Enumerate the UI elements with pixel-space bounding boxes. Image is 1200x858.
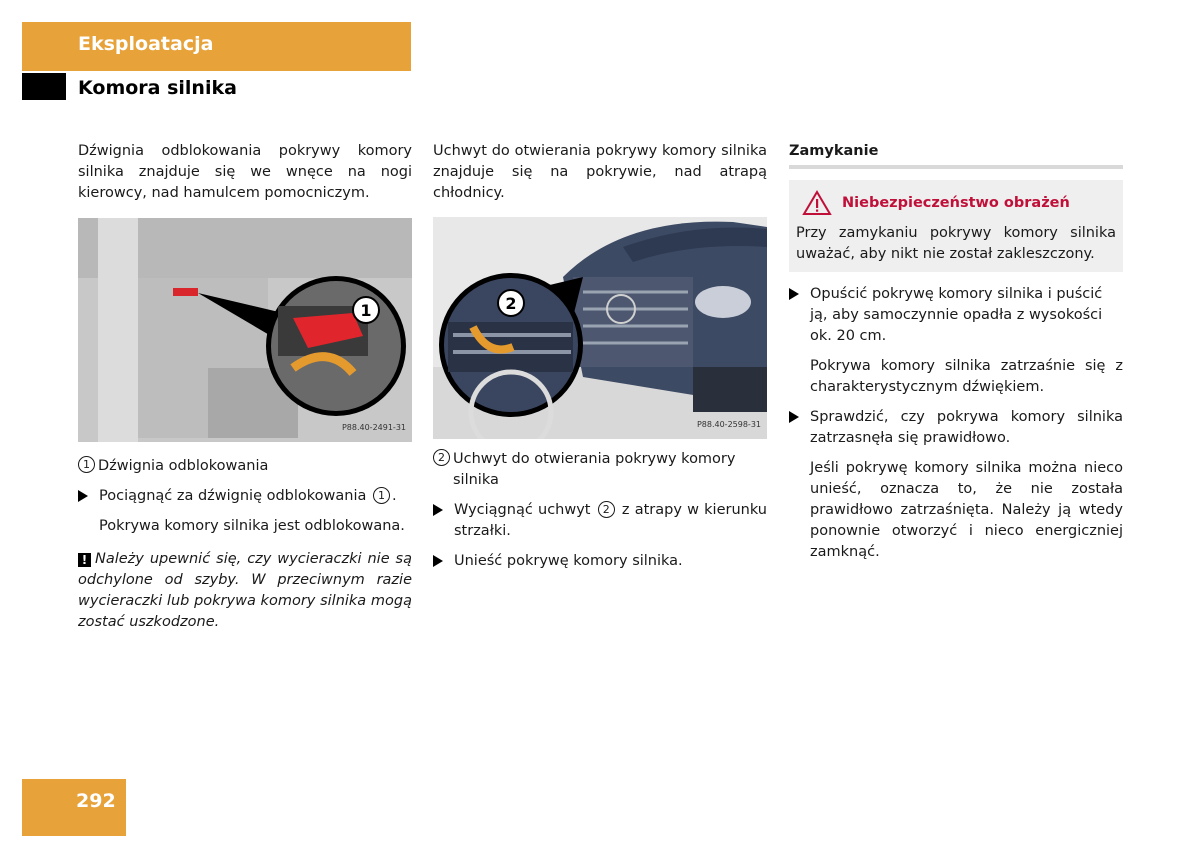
subsection-marker — [22, 73, 66, 100]
column-2 — [433, 141, 767, 572]
callout-number: 2 — [433, 449, 450, 466]
bullet-arrow-icon — [433, 504, 443, 516]
page-number: 292 — [76, 790, 116, 812]
legend-item — [433, 449, 767, 491]
svg-text:1: 1 — [360, 301, 372, 320]
instruction-step — [789, 407, 1123, 449]
column-3 — [789, 141, 1123, 563]
callout-number: 1 — [78, 456, 95, 473]
legend-label: Dźwignia odblokowania — [98, 458, 269, 474]
step-result: Jeśli pokrywę komory silnika można nieco unieść, oznacza to, że nie została prawidłowo zatrzaśnięta. Należy ją wtedy ponownie otworzyć i nieco energiczniej zamknąć. — [810, 460, 1123, 560]
step-text: Sprawdzić, czy pokrywa komory silnika zatrzasnęła się prawidłowo. — [810, 409, 1123, 446]
image-code: P88.40-2598-31 — [696, 420, 761, 429]
exclamation-icon: ! — [78, 553, 91, 567]
svg-text:2: 2 — [505, 294, 517, 313]
bullet-arrow-icon — [78, 490, 88, 502]
grille-handle-photo — [433, 217, 767, 439]
section-title: Eksploatacja — [78, 33, 214, 55]
page-title: Komora silnika — [78, 77, 237, 99]
step-text-end: z atrapy w kierunku strzałki. — [454, 502, 767, 539]
legend-item — [78, 456, 412, 477]
step-text: Opuścić pokrywę komory silnika i puścić ją, aby samoczynnie opadła z wysokości ok. 20 cm. — [810, 286, 1103, 344]
step-result: Pokrywa komory silnika zatrzaśnie się z charakterystycznym dźwiękiem. — [810, 358, 1123, 395]
step-result: Pokrywa komory silnika jest odblokowana. — [99, 518, 405, 534]
column-1 — [78, 141, 412, 633]
warning-title: Niebezpieczeństwo obrażeń — [842, 194, 1070, 211]
step-text: Pociągnąć za dźwignię odblokowania — [99, 488, 367, 504]
callout-number: 1 — [373, 487, 390, 504]
bullet-arrow-icon — [789, 288, 799, 300]
step-end: . — [392, 488, 397, 504]
intro-text: Dźwignia odblokowania pokrywy komory silnika znajduje się we wnęce na nogi kierowcy, nad hamulcem pomocniczym. — [78, 143, 412, 201]
instruction-step — [433, 551, 767, 572]
instruction-step — [78, 486, 412, 507]
section-heading: Zamykanie — [789, 143, 879, 159]
warning-box — [789, 180, 1123, 272]
note-text: Należy upewnić się, czy wycieraczki nie są odchylone od szyby. W przeciwnym razie wycieraczki lub pokrywa komory silnika mogą zostać uszkodzone. — [78, 551, 412, 630]
caution-note — [78, 549, 412, 633]
instruction-step — [433, 500, 767, 542]
warning-triangle-icon — [802, 190, 832, 216]
bullet-arrow-icon — [433, 555, 443, 567]
step-text: Wyciągnąć uchwyt — [454, 502, 591, 518]
release-lever-photo — [78, 218, 412, 442]
legend-label: Uchwyt do otwierania pokrywy komory silnika — [453, 451, 736, 488]
warning-header — [802, 190, 1116, 216]
heading-rule — [789, 165, 1123, 169]
instruction-step — [789, 284, 1123, 347]
step-text: Unieść pokrywę komory silnika. — [454, 553, 683, 569]
bullet-arrow-icon — [789, 411, 799, 423]
intro-text: Uchwyt do otwierania pokrywy komory silnika znajduje się na pokrywie, nad atrapą chłodnicy. — [433, 143, 767, 201]
image-code: P88.40-2491-31 — [341, 423, 406, 432]
warning-text: Przy zamykaniu pokrywy komory silnika uważać, aby nikt nie został zakleszczony. — [796, 225, 1116, 262]
callout-number: 2 — [598, 501, 615, 518]
